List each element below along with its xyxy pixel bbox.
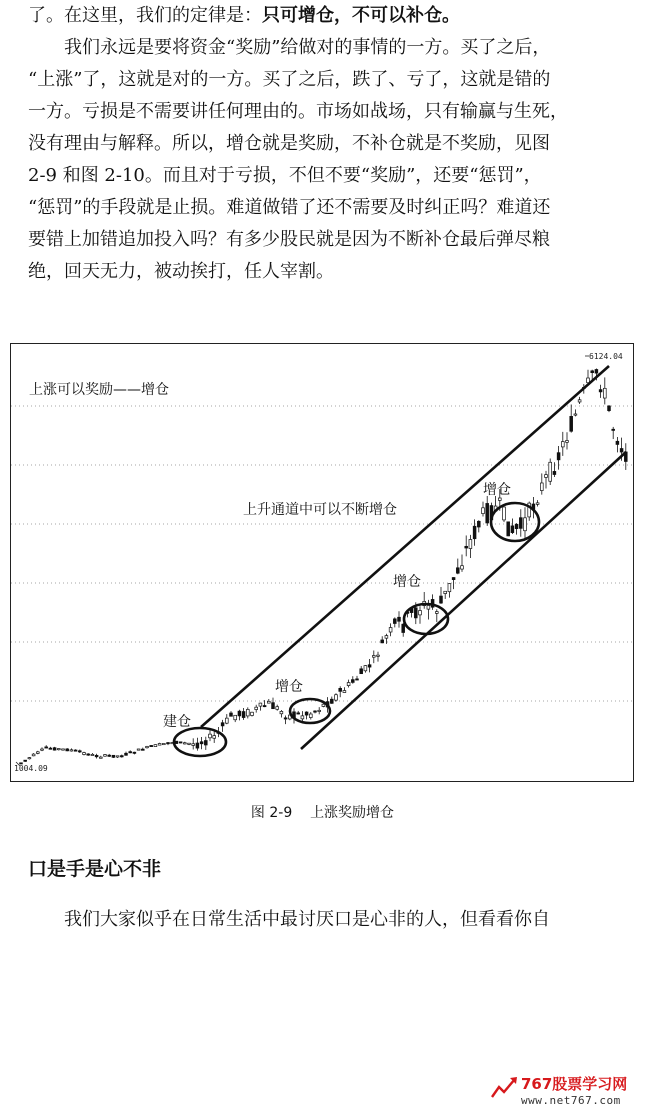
candle-body <box>179 742 182 743</box>
candle-body <box>591 371 594 373</box>
candle-body <box>503 507 506 520</box>
candle-body <box>53 748 56 750</box>
candle-body <box>41 749 44 750</box>
channel-lower-line <box>301 452 626 749</box>
stock-chart <box>11 344 633 781</box>
candle-body <box>435 612 438 614</box>
candle-body <box>267 701 270 703</box>
candle-body <box>599 390 602 392</box>
candle-body <box>116 756 119 757</box>
candle-body <box>74 750 77 751</box>
paragraph-main <box>28 32 631 288</box>
candle-body <box>372 656 375 658</box>
candle-body <box>347 683 350 686</box>
candle-body <box>461 566 464 569</box>
candle-body <box>62 749 65 750</box>
candle-body <box>188 743 191 744</box>
candle-body <box>297 713 300 714</box>
candle-body <box>280 711 283 713</box>
chart-title-label: 上涨可以奖励——增仓 <box>29 382 169 398</box>
candle-body <box>200 742 203 744</box>
candle-body <box>553 471 556 474</box>
add-position-circle-1 <box>290 699 330 723</box>
candle-body <box>570 416 573 431</box>
candle-body <box>99 757 102 758</box>
candle-body <box>154 745 157 747</box>
candle-body <box>259 703 262 706</box>
candle-body <box>221 723 224 726</box>
trend-arrow-icon <box>491 1075 519 1101</box>
candle-body <box>444 591 447 593</box>
text-line: 绝，回天无力，被动挨打，任人宰割。 <box>28 261 334 282</box>
candlestick-series <box>20 369 628 764</box>
candle-body <box>448 584 451 592</box>
candle-body <box>137 749 140 750</box>
candle-body <box>507 522 510 536</box>
candle-body <box>519 518 522 529</box>
candle-body <box>322 704 325 706</box>
candle-body <box>540 483 543 491</box>
candle-body <box>427 605 430 609</box>
candle-body <box>263 706 266 707</box>
candle-body <box>120 756 123 757</box>
candle-body <box>104 755 107 757</box>
candle-body <box>284 718 287 719</box>
figure-caption <box>0 802 645 822</box>
candle-body <box>389 627 392 632</box>
candle-body <box>456 568 459 573</box>
candle-body <box>238 711 241 716</box>
candle-body <box>402 624 405 632</box>
text-line: 一方。亏损是不需要讲任何理由的。市场如战场，只有输赢与生死， <box>28 101 568 122</box>
candle-body <box>398 617 401 621</box>
channel-upper-line <box>201 366 609 727</box>
candle-body <box>158 743 161 745</box>
text-line: “上涨”了，这就是对的一方。买了之后，跌了、亏了，这就是错的 <box>28 69 551 90</box>
candle-body <box>234 715 237 719</box>
candle-body <box>83 753 86 755</box>
candle-body <box>335 695 338 700</box>
candle-body <box>213 736 216 739</box>
candle-body <box>360 669 363 674</box>
candle-body <box>566 441 569 443</box>
candle-body <box>251 712 254 715</box>
channel-label: 上升通道中可以不断增仓 <box>243 502 397 518</box>
candle-body <box>175 741 178 743</box>
candle-body <box>616 441 619 444</box>
add-label-2: 增仓 <box>393 574 421 590</box>
candle-body <box>36 752 39 754</box>
figure-title: 上涨奖励增仓 <box>310 805 395 821</box>
candle-body <box>255 707 258 709</box>
candle-body <box>351 680 354 683</box>
figure-number: 图 2-9 <box>250 805 293 821</box>
high-price-label: 6124.04 <box>589 352 623 361</box>
candle-body <box>511 526 514 533</box>
candle-body <box>393 619 396 624</box>
text-line: 我们大家似乎在日常生活中最讨厌口是心非的人，但看看你自 <box>64 909 550 930</box>
candle-body <box>57 749 60 750</box>
watermark-logo <box>491 1071 631 1113</box>
candle-body <box>146 746 149 747</box>
candle-body <box>66 749 69 751</box>
grid-lines <box>11 406 633 701</box>
candle-body <box>49 748 52 749</box>
candle-body <box>272 703 275 709</box>
paragraph-intro <box>28 0 631 32</box>
candle-body <box>225 718 228 723</box>
candle-body <box>305 712 308 715</box>
candle-body <box>70 750 73 751</box>
candle-body <box>482 508 485 514</box>
text-line: 要错上加错追加投入吗？有多少股民就是因为不断补仓最后弹尽粮 <box>28 229 550 250</box>
candle-body <box>612 429 615 430</box>
candle-body <box>192 744 195 746</box>
candle-body <box>620 449 623 453</box>
candle-body <box>465 546 468 548</box>
candle-body <box>557 453 560 460</box>
candle-body <box>524 518 527 531</box>
candle-body <box>440 596 443 603</box>
candle-body <box>452 578 455 580</box>
candle-body <box>183 743 186 744</box>
candle-body <box>141 749 144 750</box>
candle-body <box>595 369 598 373</box>
candle-body <box>469 539 472 548</box>
candle-body <box>578 400 581 402</box>
candle-body <box>381 640 384 643</box>
candle-body <box>125 753 128 755</box>
text-line: 2-9 和图 2-10。而且对于亏损，不但不要“奖励”，还要“惩罚”， <box>28 165 542 186</box>
candle-body <box>385 636 388 639</box>
candle-body <box>78 751 81 752</box>
candle-body <box>133 752 136 753</box>
low-price-label: 1004.09 <box>14 764 48 773</box>
candle-body <box>162 743 165 744</box>
add-label-3: 增仓 <box>483 482 511 498</box>
text-line: “惩罚”的手段就是止损。难道做错了还不需要及时纠正吗？难道还 <box>28 197 551 218</box>
candle-body <box>24 760 27 761</box>
candle-body <box>301 716 304 719</box>
candle-body <box>45 747 48 748</box>
candle-body <box>112 755 115 757</box>
candle-body <box>246 709 249 716</box>
add-label-1: 增仓 <box>275 679 303 695</box>
candle-body <box>486 503 489 522</box>
candle-body <box>473 526 476 539</box>
candle-body <box>230 713 233 716</box>
candle-body <box>377 655 380 656</box>
candle-body <box>91 754 94 755</box>
candle-body <box>87 754 90 755</box>
candle-body <box>129 752 132 753</box>
add-position-circle-3 <box>491 503 539 541</box>
candle-body <box>330 699 333 703</box>
candle-body <box>314 711 317 712</box>
paragraph-next <box>28 904 631 936</box>
candle-body <box>242 712 245 718</box>
candle-body <box>339 688 342 691</box>
candle-body <box>549 462 552 481</box>
law-statement: 只可增仓，不可以补仓。 <box>262 5 460 26</box>
candle-body <box>414 608 417 618</box>
candle-body <box>95 755 98 756</box>
candle-body <box>368 665 371 667</box>
section-heading: 口是手是心不非 <box>28 858 162 880</box>
watermark-title: 767股票学习网 <box>521 1075 628 1093</box>
candle-body <box>477 521 480 527</box>
build-label: 建仓 <box>163 714 191 730</box>
candle-body <box>498 498 501 500</box>
candle-body <box>276 707 279 710</box>
candle-body <box>364 666 367 671</box>
text-line: 我们永远是要将资金“奖励”给做对的事情的一方。买了之后， <box>64 37 551 58</box>
candle-body <box>167 743 170 744</box>
candle-body <box>318 710 321 711</box>
candle-body <box>561 442 564 447</box>
watermark-url: www.net767.com <box>521 1094 621 1107</box>
candle-body <box>28 758 31 759</box>
candle-body <box>515 524 518 528</box>
candle-body <box>32 754 35 756</box>
text-line: 没有理由与解释。所以，增仓就是奖励，不补仓就是不奖励，见图 <box>28 133 550 154</box>
candle-body <box>108 755 111 756</box>
intro-text: 了。在这里，我们的定律是： <box>28 5 262 26</box>
candle-body <box>574 414 577 415</box>
candle-body <box>603 388 606 398</box>
candle-body <box>309 714 312 718</box>
candle-body <box>204 741 207 745</box>
candle-body <box>536 503 539 504</box>
candle-body <box>608 406 611 411</box>
candle-body <box>196 743 199 748</box>
candle-body <box>209 734 212 738</box>
candle-body <box>150 745 153 746</box>
candle-body <box>356 679 359 680</box>
candle-body <box>545 475 548 478</box>
candle-body <box>343 691 346 693</box>
candle-body <box>419 611 422 615</box>
